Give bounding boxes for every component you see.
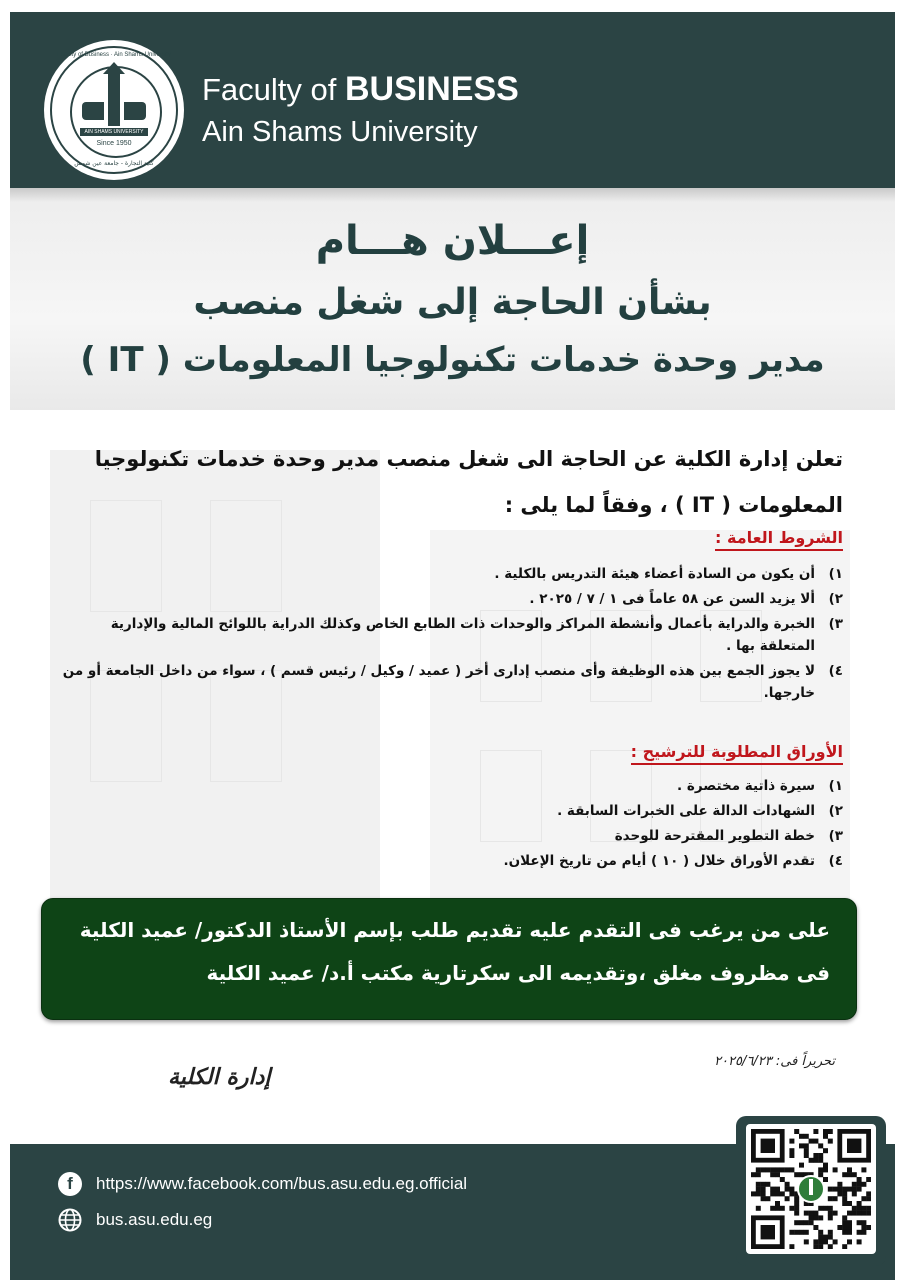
general-conditions-heading: الشروط العامة : (715, 528, 843, 551)
logo-band-text: AIN SHAMS UNIVERSITY (80, 128, 148, 136)
business-text: BUSINESS (345, 70, 519, 108)
facebook-link[interactable]: https://www.facebook.com/bus.asu.edu.eg.official (96, 1174, 468, 1193)
list-item (53, 800, 843, 822)
logo-bottom-text: كلية التجارة - جامعة عين شمس (74, 160, 154, 167)
list-item (53, 660, 843, 704)
item-number: ٢) (828, 591, 843, 607)
logo-top-text: Faculty of Business · Ain Shams University (56, 52, 172, 58)
submission-notice-text (62, 909, 830, 995)
general-conditions-list (53, 563, 843, 707)
logo-tower-icon (108, 74, 120, 126)
faculty-name (202, 70, 519, 109)
intro-paragraph (53, 436, 843, 528)
item-text: سيرة ذاتية مختصرة . (677, 778, 815, 794)
item-number: ٤) (828, 663, 843, 679)
qr-code-frame (736, 1116, 886, 1266)
item-text: لا يجوز الجمع بين هذه الوظيفة وأى منصب إدارى أخر ( عميد / وكيل / رئيس قسم ) ، سواء من داخل الجامعة أو من خارجها. (62, 663, 815, 701)
title-position-name: مدير وحدة خدمات تكنولوجيا المعلومات ( IT ) (80, 340, 825, 380)
list-item (53, 825, 843, 847)
item-text: الشهادات الدالة على الخبرات السابقة . (557, 803, 815, 819)
facebook-icon: f (58, 1172, 82, 1196)
faculty-logo (44, 40, 184, 180)
list-item (53, 588, 843, 610)
required-papers-list (53, 775, 843, 875)
item-number: ٣) (828, 616, 843, 632)
logo-since: Since 1950 (96, 140, 132, 147)
website-link[interactable]: bus.asu.edu.eg (96, 1210, 213, 1229)
item-number: ٣) (828, 828, 843, 844)
item-number: ٢) (828, 803, 843, 819)
item-text: تقدم الأوراق خلال ( ١٠ ) أيام من تاريخ الإعلان. (503, 853, 815, 869)
website-row (58, 1208, 212, 1232)
qr-code[interactable] (746, 1124, 876, 1254)
item-text: خطة التطوير المقترحة للوحدة (614, 828, 815, 844)
logo-wing-right (124, 102, 146, 120)
signature: إدارة الكلية (168, 1064, 271, 1090)
item-text: الخبرة والدراية بأعمال وأنشطة المراكز والوحدات ذات الطابع الخاص وكذلك الدراية باللوائح المالية والإدارية المتعلقة بها . (110, 616, 815, 654)
required-papers-heading: الأوراق المطلوبة للترشيح : (631, 742, 843, 765)
intro-line-2: المعلومات ( IT ) ، وفقاً لما يلى : (504, 493, 843, 517)
header-bar (10, 12, 895, 188)
globe-icon (58, 1208, 82, 1232)
title-regarding-position: بشأن الحاجة إلى شغل منصب (193, 282, 712, 323)
item-text: ألا يزيد السن عن ٥٨ عاماً فى ١ / ٧ / ٢٠٢٥ . (529, 591, 815, 607)
item-number: ١) (828, 566, 843, 582)
issue-date: تحريراً فى: ٢٠٢٥/٦/٢٣ (714, 1054, 835, 1069)
university-name: Ain Shams University (202, 116, 478, 148)
facebook-row (58, 1172, 467, 1196)
title-band (10, 188, 895, 410)
faculty-of-text: Faculty of (202, 72, 345, 107)
submission-notice-box (41, 898, 857, 1020)
item-number: ٤) (828, 853, 843, 869)
notice-line-2: فى مظروف مغلق ،وتقديمه الى سكرتارية مكتب أ.د/ عميد الكلية (206, 961, 830, 985)
list-item (53, 775, 843, 797)
title-important-announcement: إعـــلان هـــام (315, 218, 590, 264)
item-text: أن يكون من السادة أعضاء هيئة التدريس بالكلية . (494, 566, 815, 582)
notice-line-1: على من يرغب فى التقدم عليه تقديم طلب بإسم الأستاذ الدكتور/ عميد الكلية (79, 918, 830, 942)
intro-line-1: تعلن إدارة الكلية عن الحاجة الى شغل منصب مدير وحدة خدمات تكنولوجيا (94, 447, 843, 471)
item-number: ١) (828, 778, 843, 794)
list-item (53, 613, 843, 657)
list-item (53, 850, 843, 872)
list-item (53, 563, 843, 585)
logo-wing-left (82, 102, 104, 120)
qr-code-icon (751, 1129, 871, 1249)
